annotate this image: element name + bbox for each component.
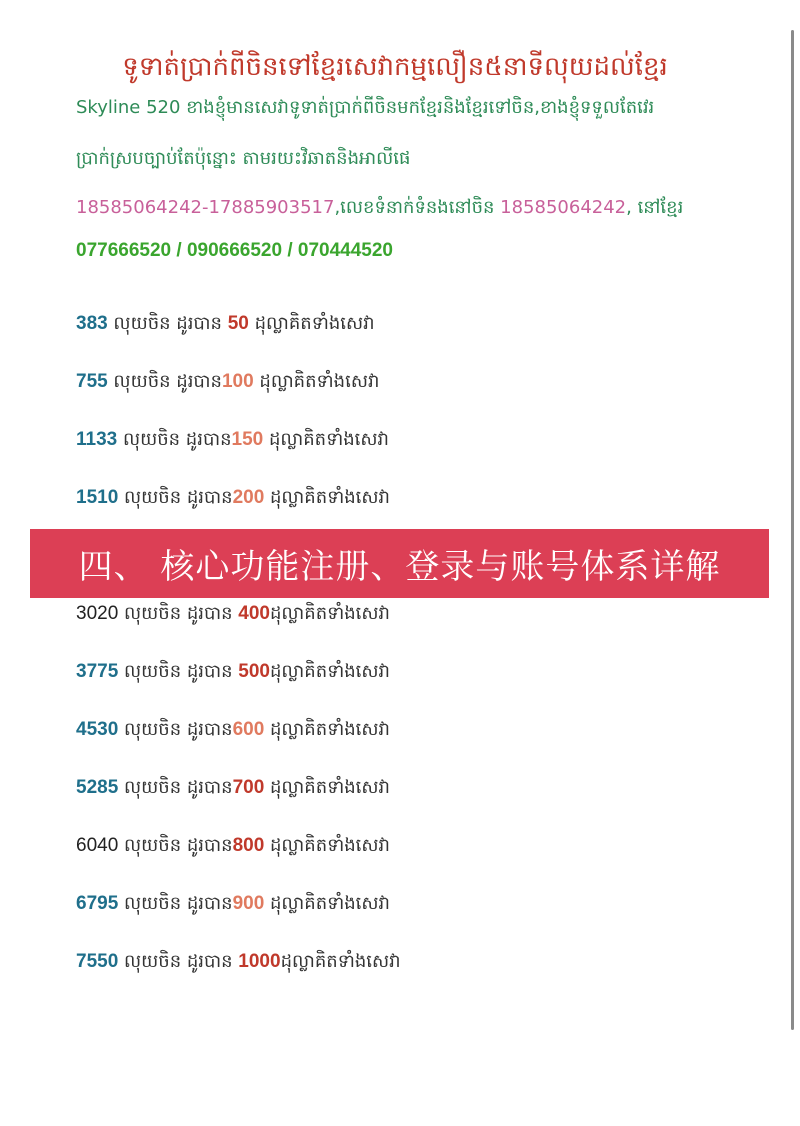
china-contact-label: ,លេខទំនាក់ទំនងនៅចិន: [334, 197, 501, 218]
rate-label: លុយចិន ដូរបាន: [118, 719, 233, 740]
rate-label: លុយចិន ដូរបាន: [117, 429, 232, 450]
usd-amount: 1000: [238, 951, 281, 972]
rate-suffix: ដុល្លាគិតទាំងសេវា: [264, 487, 390, 508]
yuan-amount: 3775: [76, 661, 119, 682]
usd-amount: 600: [232, 719, 265, 740]
usd-amount: 700: [232, 777, 265, 798]
yuan-amount: 1133: [76, 429, 118, 450]
usd-amount: 400: [238, 603, 270, 624]
rate-row: [76, 891, 390, 918]
rate-suffix: ដុល្លាគិតទាំងសេវា: [248, 313, 375, 334]
rate-label: លុយចិន ដូរបាន: [118, 487, 233, 508]
rate-label: លុយចិន ដូរបាន: [118, 893, 233, 914]
yuan-amount: 1510: [76, 487, 119, 508]
rate-label: លុយចិន ដូរបាន: [118, 661, 239, 682]
scrollbar[interactable]: [791, 30, 794, 1030]
rate-row: [76, 717, 390, 744]
rate-suffix: ដុល្លាគិតទាំងសេវា: [280, 951, 401, 972]
yuan-amount: 5285: [76, 777, 119, 798]
china-phone-numbers: 18585064242-17885903517: [76, 197, 335, 218]
contact-line-china: [76, 195, 683, 222]
rate-row: [76, 833, 390, 860]
rate-label: លុយចិន ដូរបាន: [118, 777, 233, 798]
yuan-amount: 383: [76, 313, 108, 334]
rate-suffix: ដុល្លាគិតទាំងសេវា: [264, 893, 390, 914]
rate-row: [76, 369, 379, 396]
rate-row: [76, 775, 390, 802]
usd-amount: 900: [232, 893, 265, 914]
yuan-amount: 6040: [76, 835, 119, 856]
rate-label: លុយចិន ដូរបាន: [118, 835, 233, 856]
usd-amount: 100: [221, 371, 254, 392]
yuan-amount: 7550: [76, 951, 119, 972]
intro-line-1: Skyline 520 ខាងខ្ញុំមានសេវាទូទាត់ប្រាក់ពីចិនមកខ្មែរនិងខ្មែរទៅចិន,ខាងខ្ញុំទទួលតែវេរ: [76, 97, 655, 118]
rate-suffix: ដុល្លាគិតទាំងសេវា: [269, 661, 390, 682]
usd-amount: 200: [232, 487, 265, 508]
yuan-amount: 755: [76, 371, 108, 392]
rate-label: លុយចិន ដូរបាន: [107, 371, 222, 392]
yuan-amount: 4530: [76, 719, 119, 740]
yuan-amount: 3020: [76, 603, 119, 624]
rate-suffix: ដុល្លាគិតទាំងសេវា: [253, 371, 380, 392]
rate-row: [76, 311, 375, 338]
yuan-amount: 6795: [76, 893, 119, 914]
cambodia-phone-numbers: 077666520 / 090666520 / 070444520: [76, 240, 393, 261]
usd-amount: 500: [238, 661, 270, 682]
rate-suffix: ដុល្លាគិតទាំងសេវា: [269, 603, 390, 624]
rate-suffix: ដុល្លាគិតទាំងសេវា: [264, 835, 390, 856]
intro-line-2: ប្រាក់ស្របច្បាប់តែប៉ុន្នោះ តាមរយះវិឆាតនិងអាលីផេ: [76, 148, 411, 169]
rate-label: លុយចិន ដូរបាន: [118, 951, 239, 972]
rate-row: [76, 949, 401, 976]
cambodia-contact-label: , នៅខ្មែរ: [626, 197, 684, 218]
usd-amount: 800: [232, 835, 265, 856]
china-phone-number: 18585064242: [500, 197, 627, 218]
section-banner: [30, 529, 769, 598]
rate-label: លុយចិន ដូរបាន: [107, 313, 228, 334]
page-title: ទូទាត់ប្រាក់ពីចិនទៅខ្មែរសេវាកម្មលឿន៥នាទីលុយដល់ខ្មែរ: [122, 52, 668, 82]
rate-row: [76, 659, 390, 686]
usd-amount: 50: [227, 313, 249, 334]
rate-row: [76, 601, 390, 628]
rate-label: លុយចិន ដូរបាន: [118, 603, 239, 624]
rate-row: [76, 427, 389, 454]
rate-row: [76, 485, 390, 512]
rate-suffix: ដុល្លាគិតទាំងសេវា: [263, 429, 389, 450]
usd-amount: 150: [231, 429, 264, 450]
rate-suffix: ដុល្លាគិតទាំងសេវា: [264, 719, 390, 740]
rate-suffix: ដុល្លាគិតទាំងសេវា: [264, 777, 390, 798]
banner-text: 四、 核心功能注册、登录与账号体系详解: [78, 547, 721, 587]
